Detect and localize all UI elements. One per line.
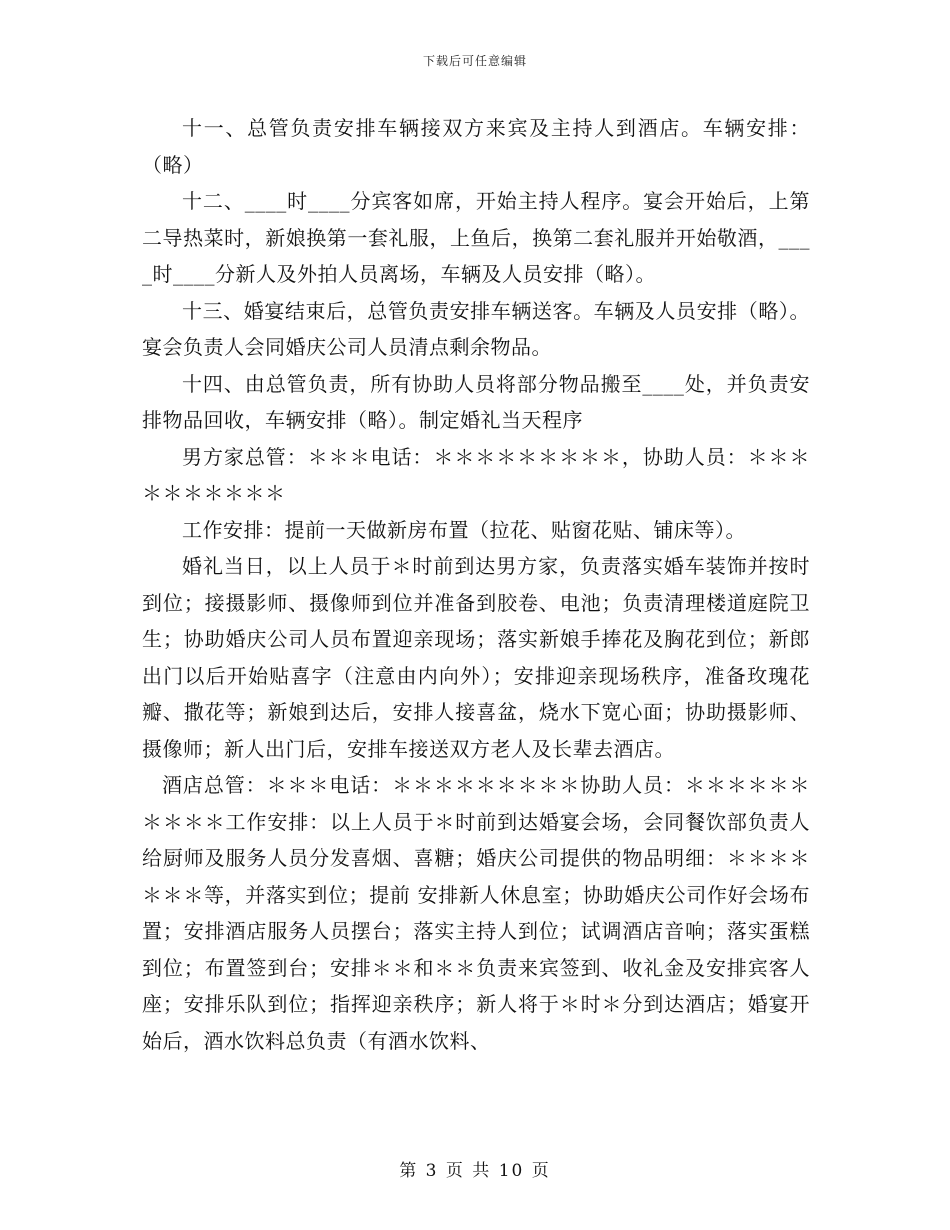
document-body bbox=[142, 110, 810, 1059]
wedding-day-duties: 婚礼当日，以上人员于＊时前到达男方家，负责落实婚车装饰并按时到位；接摄影师、摄像师到位并准备到胶卷、电池；负责清理楼道庭院卫生；协助婚庆公司人员布置迎亲现场；落实新娘手捧花及胸花到位；新郎出门以后开始贴喜字（注意由内向外）；安排迎亲现场秩序，准备玫瑰花瓣、撒花等；新娘到达后，安排人接喜盆，烧水下宽心面；协助摄影师、摄像师；新人出门后，安排车接送双方老人及长辈去酒店。 bbox=[142, 554, 810, 761]
paragraph-12: 十二、____时____分宾客如席，开始主持人程序。宴会开始后，上第二导热菜时，新娘换第一套礼服，上鱼后，换第二套礼服并开始敬酒，____时____分新人及外拍人员离场，车辆及人员安排（略）。 bbox=[142, 189, 810, 286]
page-number: 第 3 页 共 10 页 bbox=[399, 1161, 551, 1181]
hotel-manager-duties: 酒店总管：＊＊＊电话：＊＊＊＊＊＊＊＊＊协助人员：＊＊＊＊＊＊＊＊＊＊工作安排：以上人员于＊时前到达婚宴会场，会同餐饮部负责人给厨师及服务人员分发喜烟、喜糖；婚庆公司提供的物品明细：＊＊＊＊＊＊＊等，并落实到位；提前 安排新人休息室；协助婚庆公司作好会场布置；安排酒店服务人员摆台；落实主持人到位；试调酒店音响；落实蛋糕到位；布置签到台；安排＊＊和＊＊负责来宾签到、收礼金及安排宾客人座；安排乐队到位；指挥迎亲秩序；新人将于＊时＊分到达酒店；婚宴开始后，酒水饮料总负责（有酒水饮料、 bbox=[142, 773, 810, 1053]
paragraph-14: 十四、由总管负责，所有协助人员将部分物品搬至____处，并负责安排物品回收，车辆安排（略）。制定婚礼当天程序 bbox=[142, 371, 810, 432]
work-arrangement: 工作安排：提前一天做新房布置（拉花、贴窗花贴、铺床等）。 bbox=[182, 517, 746, 542]
paragraph-11: 十一、总管负责安排车辆接双方来宾及主持人到酒店。车辆安排：（略） bbox=[142, 116, 810, 177]
groom-family-manager: 男方家总管：＊＊＊电话：＊＊＊＊＊＊＊＊＊，协助人员：＊＊＊＊＊＊＊＊＊＊ bbox=[142, 444, 810, 505]
paragraph-13: 十三、婚宴结束后，总管负责安排车辆送客。车辆及人员安排（略）。宴会负责人会同婚庆公司人员清点剩余物品。 bbox=[142, 298, 810, 359]
page-header: 下载后可任意编辑 bbox=[422, 54, 527, 68]
